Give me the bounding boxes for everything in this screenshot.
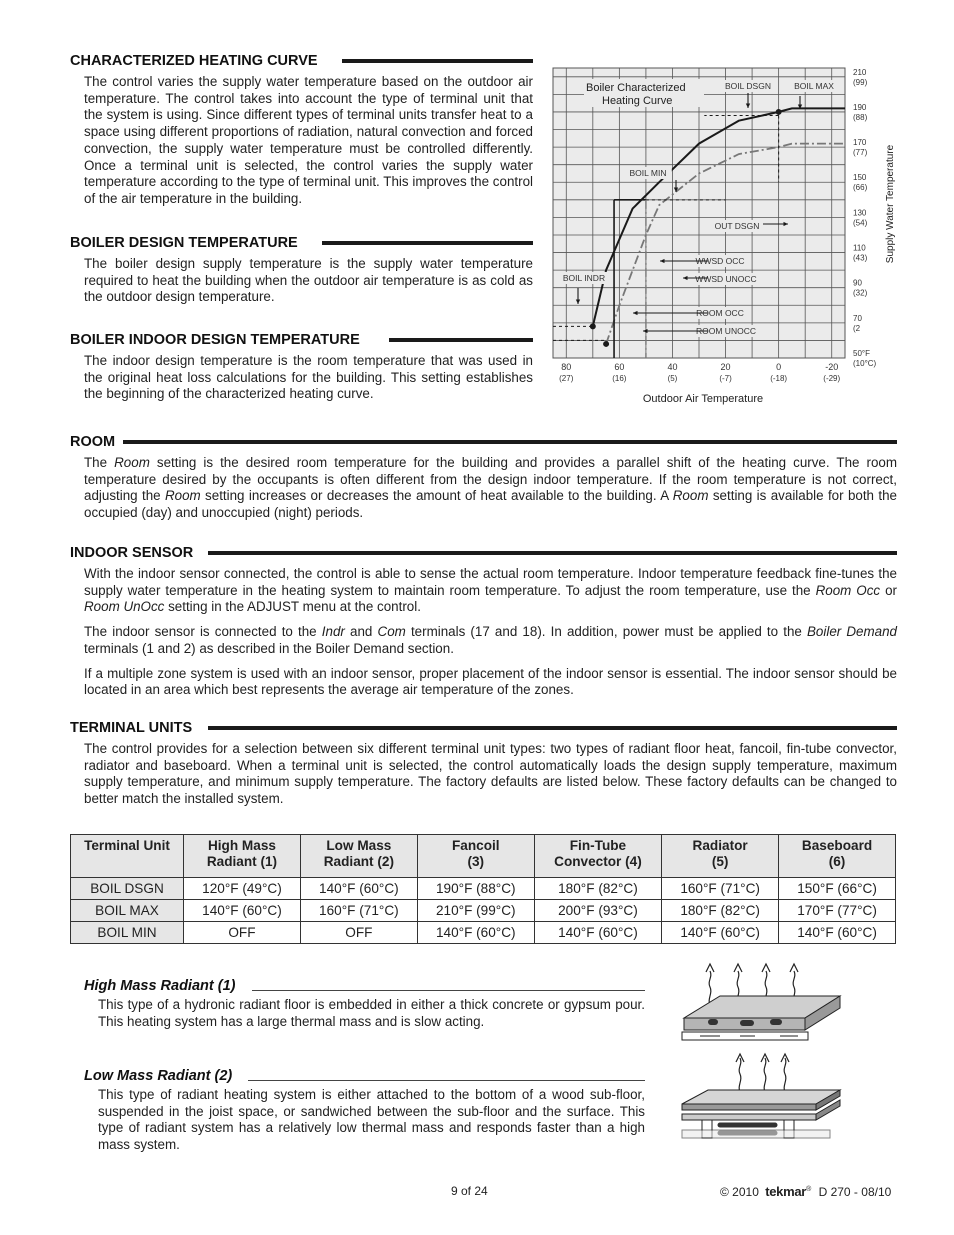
table-row xyxy=(71,900,896,922)
table-header-cell: Fin-Tube Convector (4) xyxy=(534,835,661,878)
y-tick-label: 190 xyxy=(853,102,867,112)
y-tick-label: 90 xyxy=(853,278,862,288)
y-tick-label: 50°F xyxy=(853,349,870,358)
annotation-label: BOIL INDR xyxy=(562,273,606,283)
chart-x-ticks xyxy=(559,362,840,383)
chart-y-ticks xyxy=(853,68,877,368)
y-tick-label: 130 xyxy=(853,208,867,218)
x-tick-label: 40 xyxy=(667,362,678,372)
x-tick-label-celsius: (5) xyxy=(667,374,678,383)
x-tick-label-celsius: (27) xyxy=(559,374,574,383)
document-code: D 270 - 08/10 xyxy=(818,1185,892,1199)
y-tick-label: 70 xyxy=(853,313,862,323)
y-tick-label: 110 xyxy=(853,243,866,253)
table-cell: OFF xyxy=(184,922,301,944)
section-rule xyxy=(208,726,897,730)
section-title-indoor-sensor: INDOOR SENSOR xyxy=(70,545,194,561)
y-tick-label-celsius: (66) xyxy=(853,183,868,193)
y-tick-label: 150 xyxy=(853,173,867,183)
y-tick-label-celsius: (99) xyxy=(853,77,868,87)
annotation-label: ROOM OCC xyxy=(696,308,744,318)
chart-title-line: Boiler Characterized xyxy=(586,82,686,94)
table-row xyxy=(71,922,896,944)
subsection-title-low-mass: Low Mass Radiant (2) xyxy=(84,1068,233,1084)
boiler-indoor-text: The indoor design temperature is the room temperature that was used in the original heat loss calculations for the building. This setting establishes the beginning of the characterized heating curve. xyxy=(84,353,533,402)
table-cell: BOIL MIN xyxy=(71,922,184,944)
y-tick-label-celsius: (10°C) xyxy=(853,359,877,368)
table-header-cell: Fancoil (3) xyxy=(417,835,534,878)
table-cell: 170°F (77°C) xyxy=(779,900,896,922)
table-cell: 140°F (60°C) xyxy=(779,922,896,944)
table-row xyxy=(71,878,896,900)
table-cell: 200°F (93°C) xyxy=(534,900,661,922)
table-cell: 120°F (49°C) xyxy=(184,878,301,900)
table-cell: 210°F (99°C) xyxy=(417,900,534,922)
footer-right: © 2010 tekmar® D 270 - 08/10 xyxy=(720,1184,892,1199)
y-tick-label-celsius: (54) xyxy=(853,218,868,228)
annotation-label: WWSD OCC xyxy=(695,256,745,266)
y-tick-label-celsius: (32) xyxy=(853,288,868,298)
low-mass-text: This type of radiant heating system is either attached to the bottom of a wood sub-floor, suspended in the joist space, or sandwiched between the sub-floor and the surface. This type of radiant system has a relatively low thermal mass and responds faster than a high mass system. xyxy=(98,1087,645,1153)
table-cell: 150°F (66°C) xyxy=(779,878,896,900)
table-cell: 180°F (82°C) xyxy=(662,900,779,922)
section-title-room: ROOM xyxy=(70,434,116,450)
annotation-label: BOIL DSGN xyxy=(725,81,771,91)
terminal-units-text: The control provides for a selection between six different terminal unit types: two types of radiant floor heat, fancoil, fin-tube convector, radiator and baseboard. When a terminal unit is selected, the control automatically loads the design supply temperature, maximum supply temperature, and minimum supply temperature. The factory defaults are listed below. These factory defaults can be changed to better match the installed system. xyxy=(84,741,897,807)
table-cell: 140°F (60°C) xyxy=(300,878,417,900)
section-title-curve: CHARACTERIZED HEATING CURVE xyxy=(70,53,318,69)
curve-point-marker xyxy=(590,323,596,329)
y-tick-label: 210 xyxy=(853,67,867,77)
heating-curve-chart xyxy=(548,54,908,410)
table-header-row xyxy=(71,835,896,878)
table-cell: 160°F (71°C) xyxy=(662,878,779,900)
y-tick-label-celsius: (88) xyxy=(853,112,868,122)
table-header-cell: Low Mass Radiant (2) xyxy=(300,835,417,878)
table-cell: BOIL DSGN xyxy=(71,878,184,900)
y-tick-label-celsius: (43) xyxy=(853,253,868,263)
section-rule xyxy=(123,440,897,444)
section-rule xyxy=(322,241,533,245)
subsection-rule xyxy=(252,990,645,991)
annotation-label: OUT DSGN xyxy=(714,221,760,231)
annotation-label: ROOM UNOCC xyxy=(696,326,756,336)
x-tick-label: 80 xyxy=(561,362,572,372)
annotation-label: BOIL MIN xyxy=(629,168,667,178)
section-title-terminal-units: TERMINAL UNITS xyxy=(70,720,193,736)
table-cell: 160°F (71°C) xyxy=(300,900,417,922)
section-title-boiler-design: BOILER DESIGN TEMPERATURE xyxy=(70,235,298,251)
boiler-design-text: The boiler design supply temperature is the supply water temperature required to heat the building when the outdoor air temperature is as cold as the outdoor design temperature. xyxy=(84,256,533,305)
low-mass-radiant-illustration xyxy=(680,1052,845,1142)
table-header-cell: Radiator (5) xyxy=(662,835,779,878)
curve-text: The control varies the supply water temperature based on the outdoor air temperature. The control takes into account the type of terminal unit that the system is using. Since different types of terminal units transfer heat to a space using different proportions of radiation, natural convection and forced convection, the supply water temperature must be controlled differently. Once a terminal unit is selected, the control varies the supply water temperature according to the type of terminal unit. This improves the control of the air temperature in the building. xyxy=(84,74,533,206)
y-tick-label: 170 xyxy=(853,138,867,148)
subsection-rule xyxy=(248,1080,645,1081)
room-text: The Room setting is the desired room temperature for the building and provides a parallel shift of the heating curve. The room temperature desired by the occupants is often different from the design indoor temperature. If the room temperature is not correct, adjusting the Room setting increases or decreases the amount of heat available to the building. A Room setting is available for both the occupied (day) and unoccupied (night) periods. xyxy=(84,455,898,521)
x-tick-label-celsius: (-29) xyxy=(823,374,841,383)
subsection-title-high-mass: High Mass Radiant (1) xyxy=(84,978,236,994)
x-tick-label: 20 xyxy=(720,362,731,372)
brand-logo: tekmar xyxy=(765,1184,807,1199)
table-cell: 140°F (60°C) xyxy=(534,922,661,944)
high-mass-text: This type of a hydronic radiant floor is embedded in either a thick concrete or gypsum pour. This heating system has a large thermal mass and is slow acting. xyxy=(98,997,645,1029)
x-tick-label: 0 xyxy=(776,362,782,372)
table-cell: OFF xyxy=(300,922,417,944)
chart-y-label: Supply Water Temperature xyxy=(885,144,896,264)
table-cell: BOIL MAX xyxy=(71,900,184,922)
y-tick-label-celsius: (77) xyxy=(853,148,868,158)
terminal-units-table xyxy=(70,834,896,944)
annotation-label: WWSD UNOCC xyxy=(695,274,757,284)
high-mass-radiant-illustration xyxy=(680,960,845,1045)
x-tick-label-celsius: (-18) xyxy=(770,374,788,383)
x-tick-label: -20 xyxy=(825,362,839,372)
x-tick-label-celsius: (16) xyxy=(612,374,627,383)
section-rule xyxy=(342,59,533,63)
section-rule xyxy=(389,338,533,342)
section-rule xyxy=(208,551,897,555)
curve-point-marker xyxy=(603,341,609,347)
table-header-cell: High Mass Radiant (1) xyxy=(184,835,301,878)
table-cell: 180°F (82°C) xyxy=(534,878,661,900)
curve-point-marker xyxy=(776,109,782,115)
indoor-sensor-text: With the indoor sensor connected, the control is able to sense the actual room temperature. Indoor temperature feedback fine-tunes the supply water temperature in the heating system to maintain room temperature. To adjust the room temperature, use the Room Occ or Room UnOcc setting in the ADJUST menu at the control. The indoor sensor is connected to the Indr and Com terminals (17 and 18). In addition, power must be applied to the Boiler Demand terminals (1 and 2) as described in the Boiler Demand section. If a multiple zone system is used with an indoor sensor, proper placement of the indoor sensor is essential. The indoor sensor should be located in an area which best represents the average air temperature of the zones. xyxy=(84,566,897,698)
table-cell: 140°F (60°C) xyxy=(417,922,534,944)
table-cell: 140°F (60°C) xyxy=(184,900,301,922)
chart-title-line: Heating Curve xyxy=(602,95,673,107)
y-tick-label-celsius: (2 xyxy=(853,323,861,333)
table-cell: 140°F (60°C) xyxy=(662,922,779,944)
table-header-cell: Baseboard (6) xyxy=(779,835,896,878)
section-title-boiler-indoor: BOILER INDOOR DESIGN TEMPERATURE xyxy=(70,332,360,348)
copyright: © 2010 xyxy=(720,1185,759,1199)
table-cell: 190°F (88°C) xyxy=(417,878,534,900)
annotation-label: BOIL MAX xyxy=(794,81,834,91)
table-header-cell: Terminal Unit xyxy=(71,835,184,878)
x-tick-label: 60 xyxy=(614,362,625,372)
chart-x-label: Outdoor Air Temperature xyxy=(642,393,764,405)
page-number: 9 of 24 xyxy=(451,1184,488,1198)
x-tick-label-celsius: (-7) xyxy=(719,374,732,383)
